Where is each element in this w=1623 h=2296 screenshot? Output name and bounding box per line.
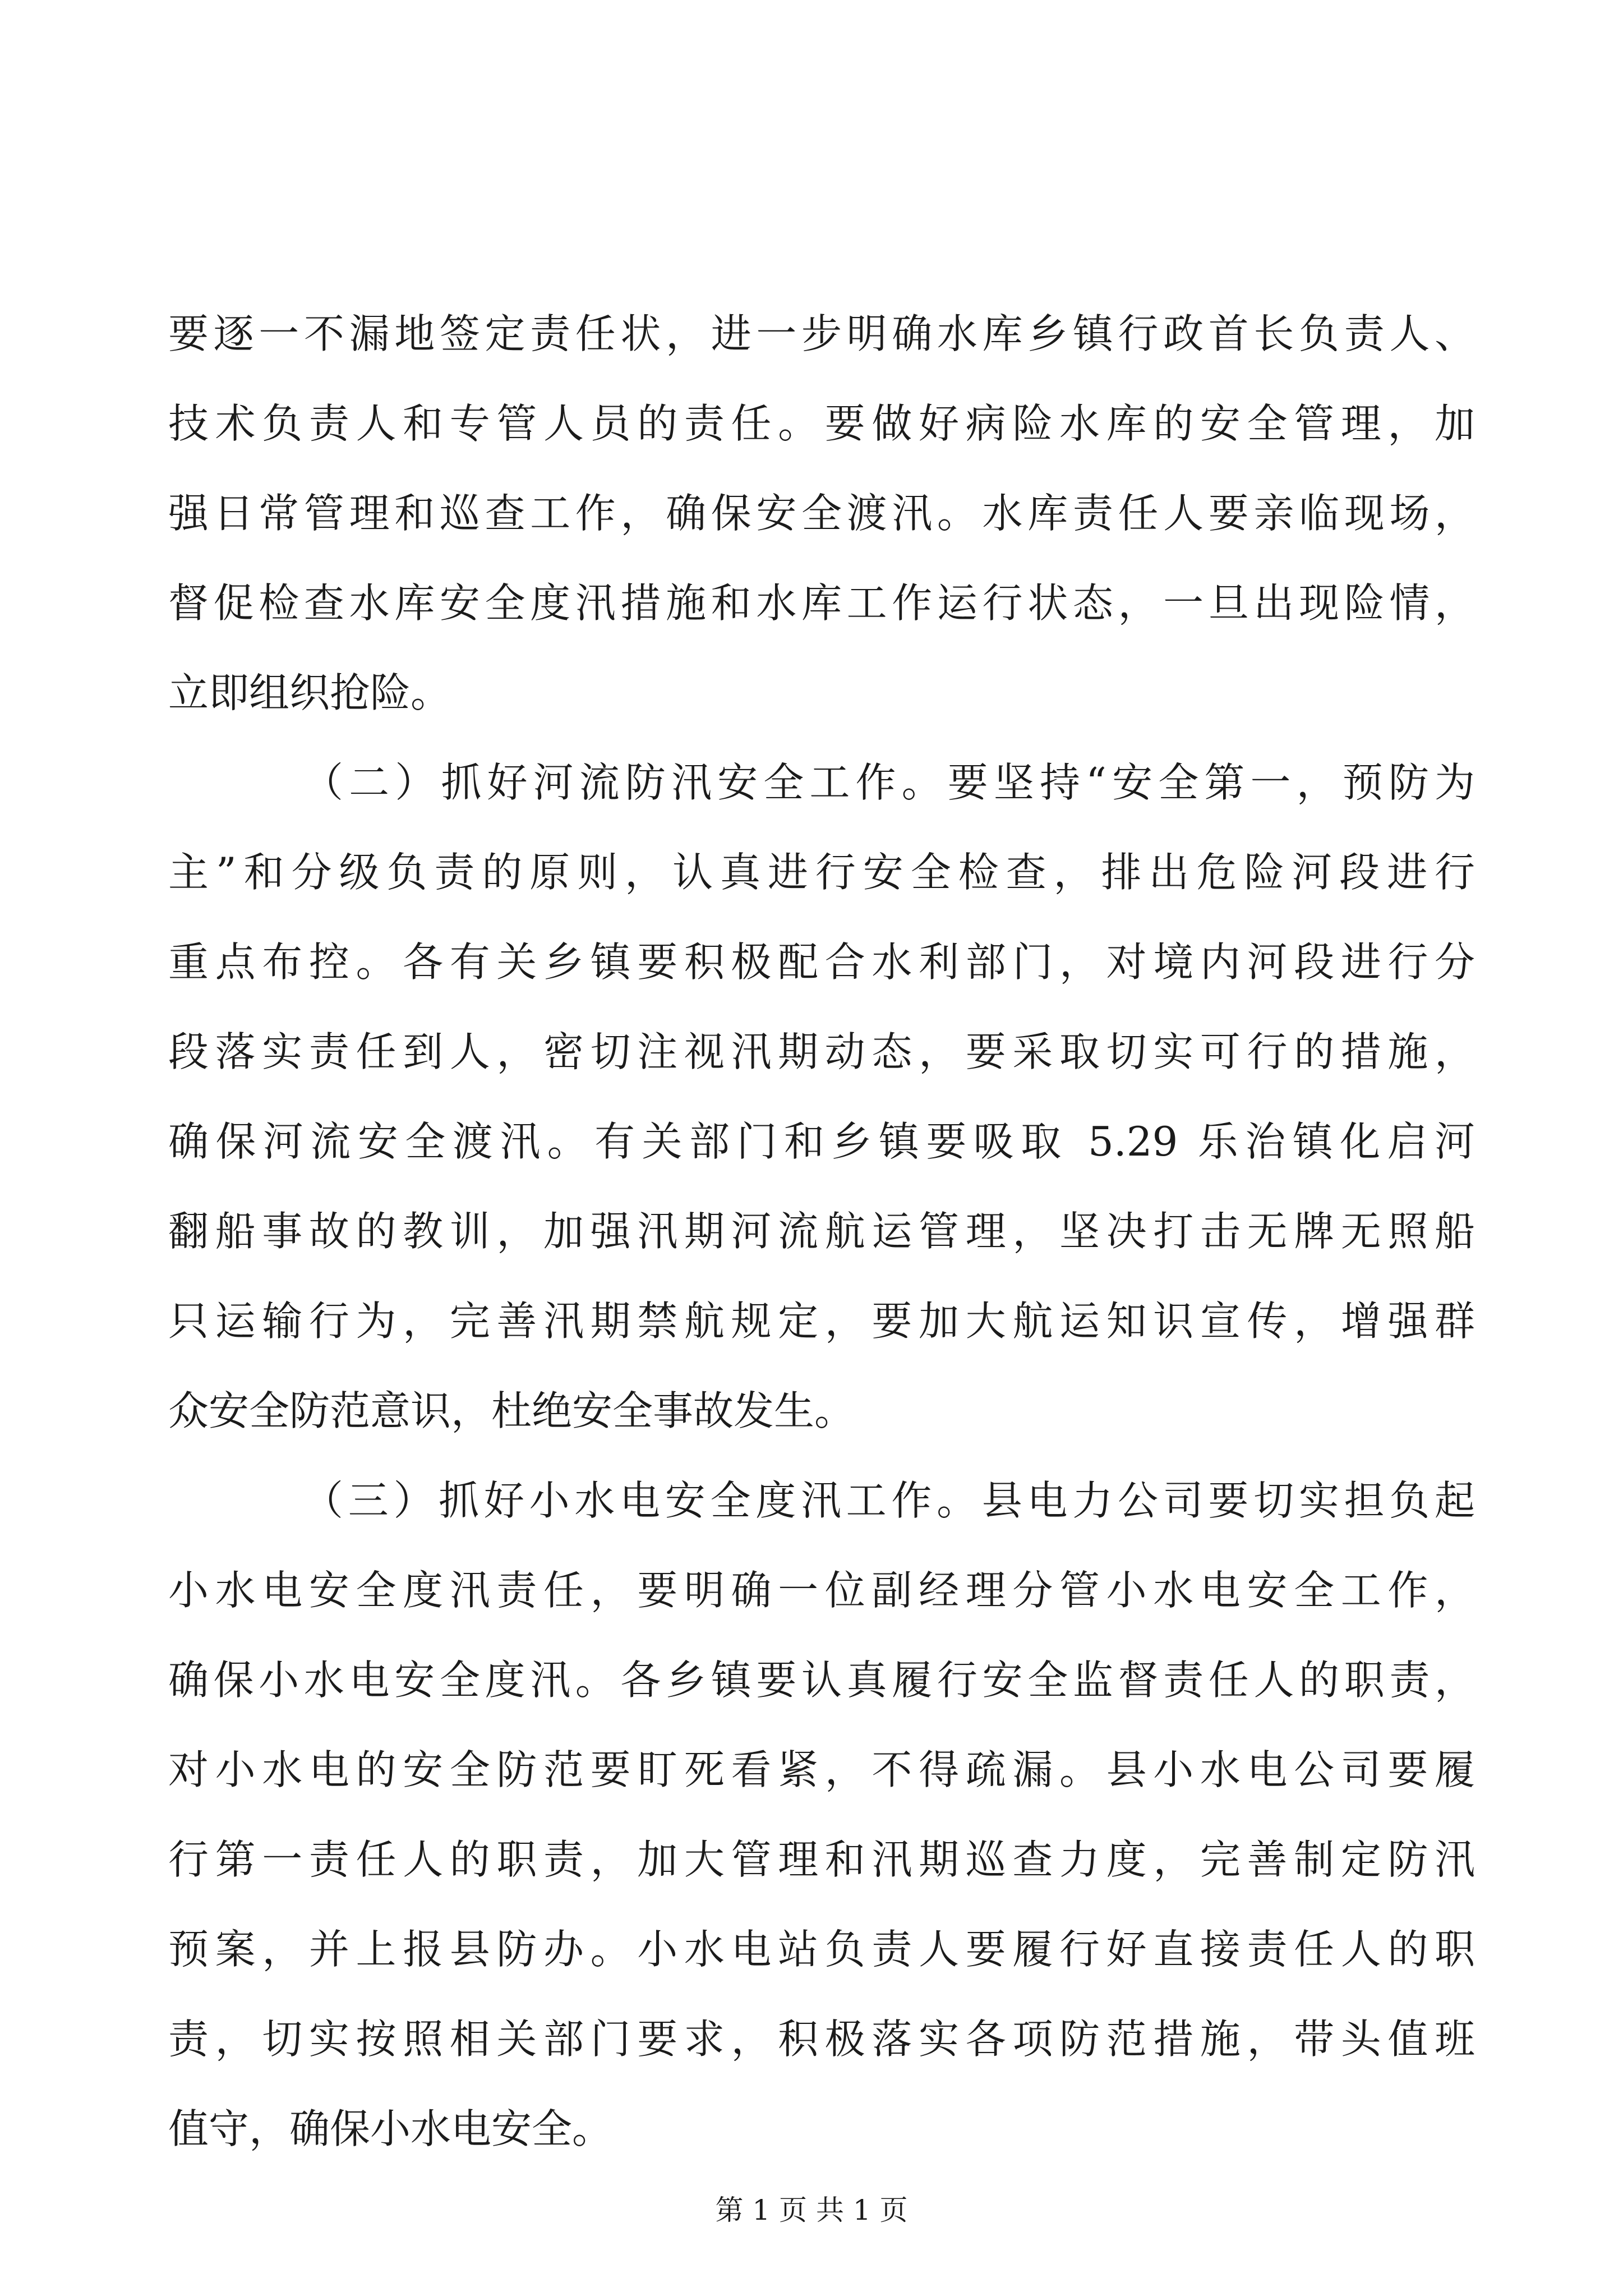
section-heading-line: （三）抓好小水电安全度汛工作。县电力公司要切实担负起 [303, 1477, 1475, 1524]
body-line: 督促检查水库安全度汛措施和水库工作运行状态，一旦出现险情， [168, 579, 1475, 627]
body-line: 对小水电的安全防范要盯死看紧，不得疏漏。县小水电公司要履 [168, 1746, 1475, 1793]
body-line: 小水电安全度汛责任，要明确一位副经理分管小水电安全工作， [168, 1567, 1475, 1614]
body-line: 预案，并上报县防办。小水电站负责人要履行好直接责任人的职 [168, 1926, 1475, 1973]
body-line: 只运输行为，完善汛期禁航规定，要加大航运知识宣传，增强群 [168, 1297, 1475, 1345]
body-line: 众安全防范意识，杜绝安全事故发生。 [168, 1387, 855, 1434]
body-line: 段落实责任到人，密切注视汛期动态，要采取切实可行的措施， [168, 1028, 1475, 1075]
body-line: 技术负责人和专管人员的责任。要做好病险水库的安全管理，加 [168, 400, 1475, 447]
body-line: 主”和分级负责的原则，认真进行安全检查，排出危险河段进行 [168, 849, 1475, 896]
section-heading-line: （二）抓好河流防汛安全工作。要坚持“安全第一，预防为 [303, 759, 1475, 806]
page-footer: 第 1 页 共 1 页 [715, 2194, 908, 2226]
body-line: 责，切实按照相关部门要求，积极落实各项防范措施，带头值班 [168, 2016, 1475, 2063]
body-line: 值守，确保小水电安全。 [168, 2105, 613, 2152]
body-line: 确保河流安全渡汛。有关部门和乡镇要吸取 5.29 乐治镇化启河 [168, 1118, 1475, 1165]
body-line: 立即组织抢险。 [168, 669, 451, 716]
body-line: 行第一责任人的职责，加大管理和汛期巡查力度，完善制定防汛 [168, 1836, 1475, 1883]
body-line: 重点布控。各有关乡镇要积极配合水利部门，对境内河段进行分 [168, 938, 1475, 986]
body-line: 翻船事故的教训，加强汛期河流航运管理，坚决打击无牌无照船 [168, 1208, 1475, 1255]
body-line: 要逐一不漏地签定责任状，进一步明确水库乡镇行政首长负责人、 [168, 310, 1475, 357]
body-line: 强日常管理和巡查工作，确保安全渡汛。水库责任人要亲临现场， [168, 490, 1475, 537]
body-line: 确保小水电安全度汛。各乡镇要认真履行安全监督责任人的职责， [168, 1657, 1475, 1704]
